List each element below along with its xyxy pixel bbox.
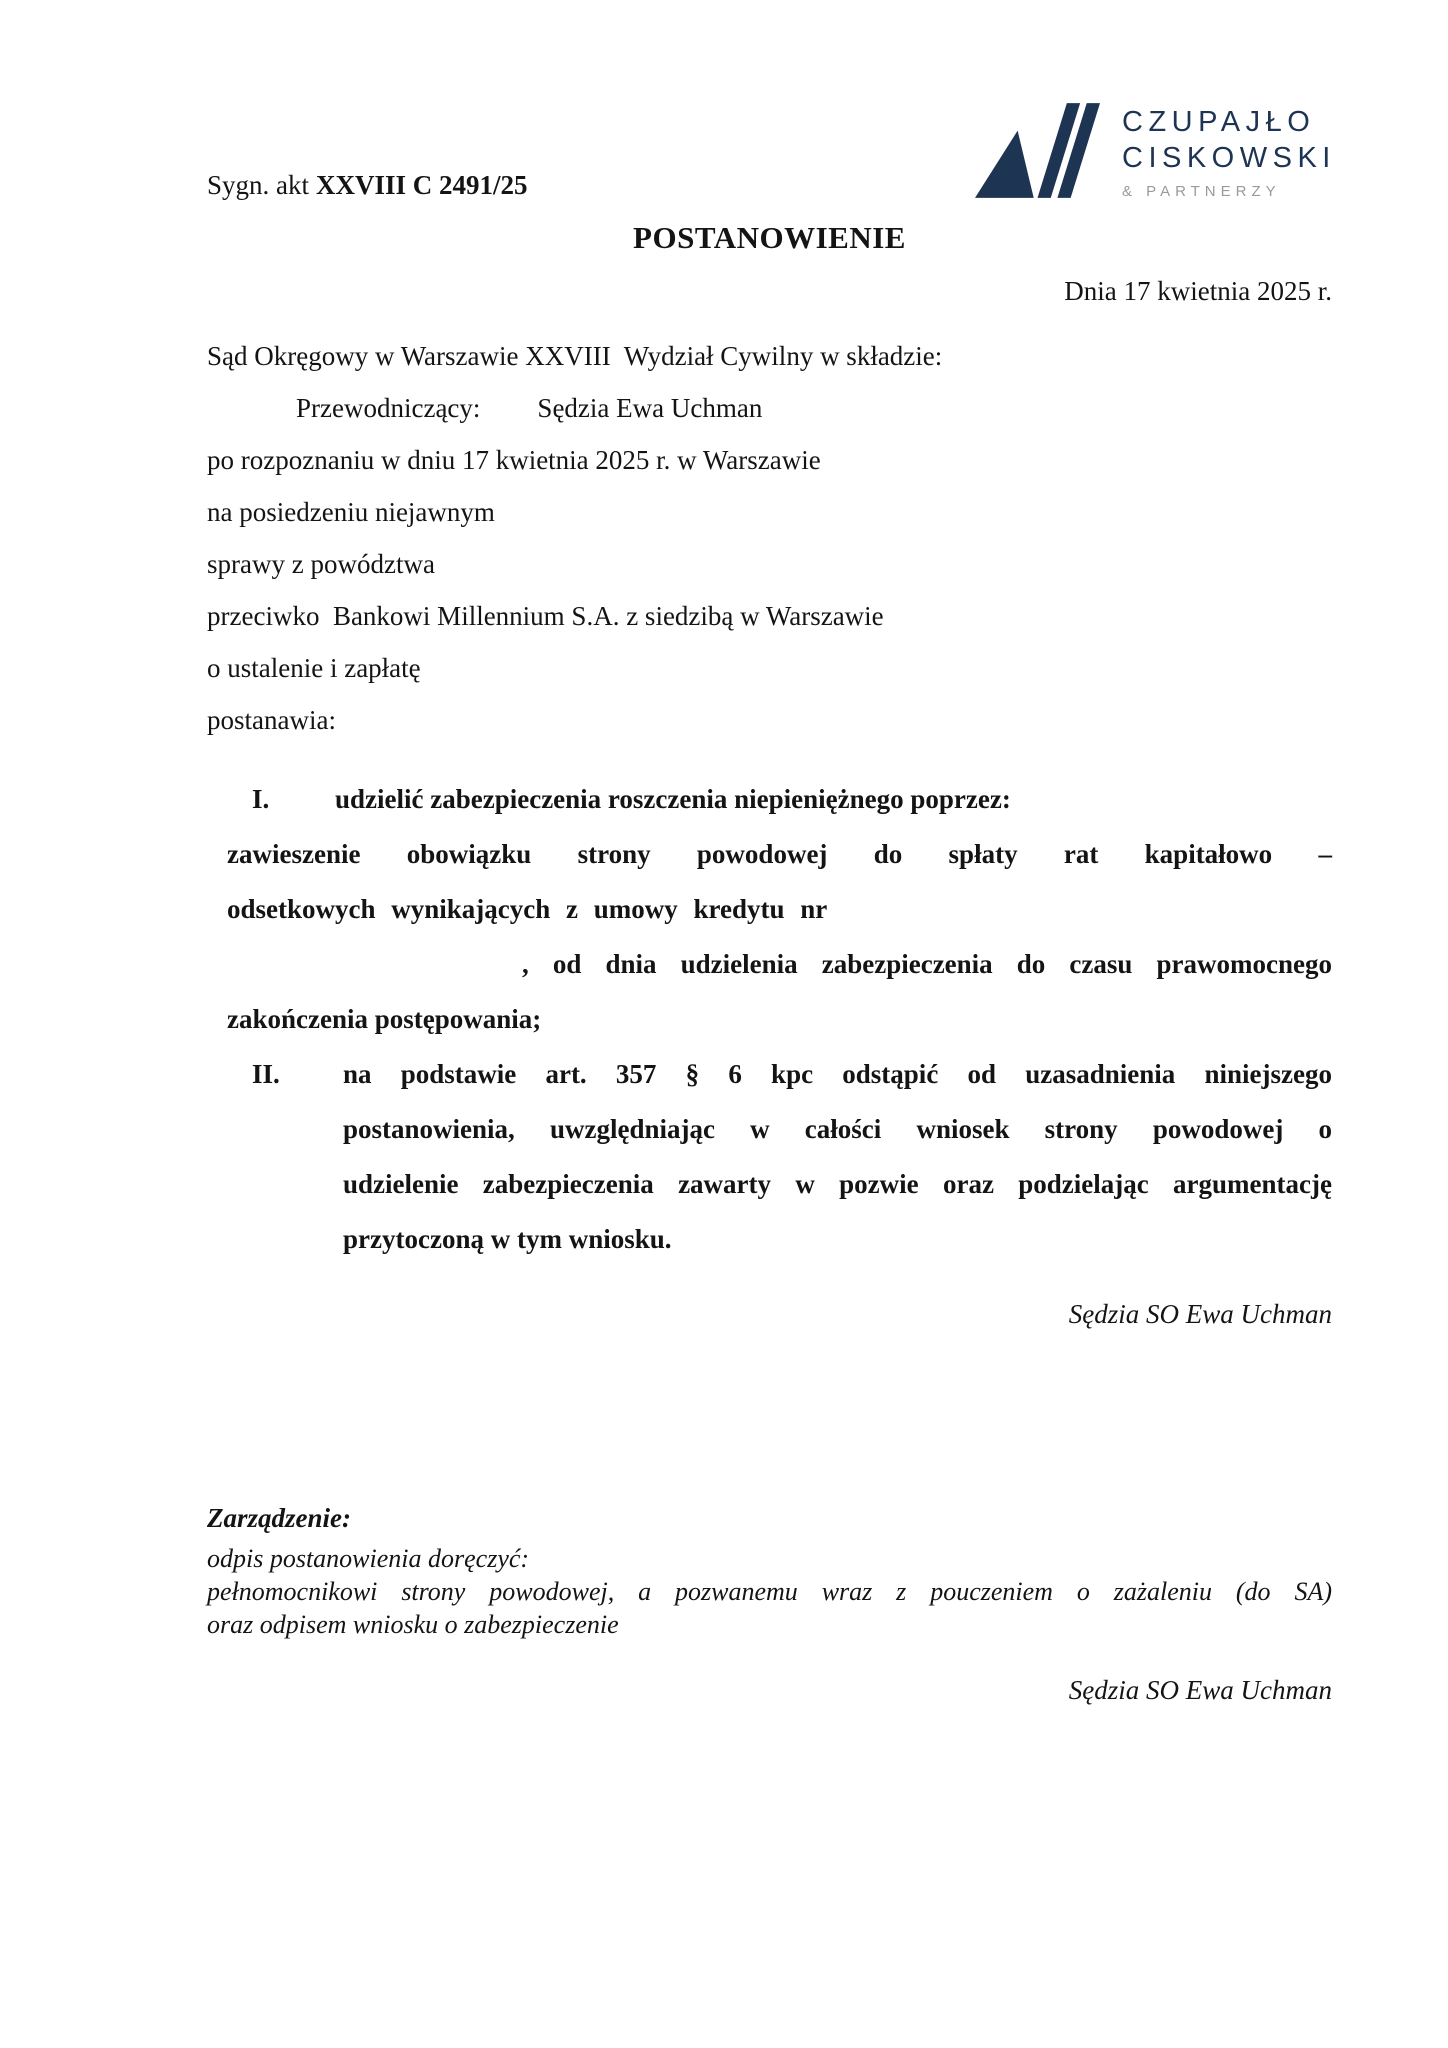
ruling-item-1-text: udzielić zabezpieczenia roszczenia niepieniężnego poprzez:: [335, 784, 1011, 814]
judge-signature-2: Sędzia SO Ewa Uchman: [1068, 1675, 1332, 1705]
order-line-2: pełnomocnikowi strony powodowej, a pozwanemu wraz z pouczeniem o zażaleniu (do SA): [207, 1577, 1332, 1606]
ruling-item-2-line-1: [207, 1047, 1332, 1102]
logo-name-line2: CISKOWSKI: [1122, 142, 1336, 174]
ruling-item-2-text: na podstawie art. 357 § 6 kpc odstąpić od uzasadnienia niniejszego: [343, 1059, 1332, 1089]
logo-mark-icon: [975, 103, 1100, 198]
ruling-item-1-line-4-text: , od dnia udzielenia zabezpieczenia do czasu prawomocnego: [522, 949, 1332, 979]
ruling-item-1-line-3: odsetkowych wynikających z umowy kredytu nr: [227, 894, 828, 924]
ruling-item-2-marker: II.: [252, 1059, 280, 1089]
logo-subtitle: & PARTNERZY: [1122, 183, 1281, 200]
order-line-3: oraz odpisem wniosku o zabezpieczenie: [207, 1610, 619, 1639]
chair-line: [207, 382, 1332, 434]
court-line-defendant: przeciwko Bankowi Millennium S.A. z siedzibą w Warszawie: [207, 601, 884, 631]
court-line-claim: sprawy z powództwa: [207, 549, 435, 579]
ruling-item-1-line-5: zakończenia postępowania;: [227, 1004, 542, 1034]
court-line-recognition: po rozpoznaniu w dniu 17 kwietnia 2025 r. w Warszawie: [207, 445, 821, 475]
logo-text: [1122, 104, 1336, 204]
ruling-item-1-line-2: zawieszenie obowiązku strony powodowej do spłaty rat kapitałowo –: [227, 839, 1332, 869]
ruling-item-2-line-3: udzielenie zabezpieczenia zawarty w pozwie oraz podzielając argumentację: [343, 1169, 1332, 1199]
court-composition: [207, 330, 1332, 746]
court-composition-line: Sąd Okręgowy w Warszawie XXVIII Wydział Cywilny w składzie:: [207, 341, 943, 371]
judge-signature-1: Sędzia SO Ewa Uchman: [1068, 1299, 1332, 1329]
document-title: POSTANOWIENIE: [633, 220, 906, 255]
law-firm-logo: [975, 103, 1336, 204]
order-line-1: odpis postanowienia doręczyć:: [207, 1544, 530, 1573]
order-heading: Zarządzenie:: [207, 1503, 351, 1533]
court-line-decides: postanawia:: [207, 705, 336, 735]
chair-name: Sędzia Ewa Uchman: [537, 393, 763, 423]
ruling-item-2-line-4: przytoczoną w tym wniosku.: [343, 1224, 672, 1254]
ruling-item-1-line-1: [207, 772, 1332, 827]
redacted-blank: [227, 972, 522, 973]
case-reference-number: XXVIII C 2491/25: [316, 170, 528, 200]
court-line-session: na posiedzeniu niejawnym: [207, 497, 495, 527]
ruling-list: [207, 772, 1332, 1267]
ruling-item-1-marker: I.: [252, 784, 270, 814]
case-reference-label: Sygn. akt: [207, 170, 310, 200]
chair-label: Przewodniczący:: [296, 393, 481, 423]
ruling-item-1-line-4: [207, 937, 1332, 992]
logo-name-line1: CZUPAJŁO: [1122, 106, 1316, 138]
ruling-item-2-line-2: postanowienia, uwzględniając w całości wniosek strony powodowej o: [343, 1114, 1332, 1144]
court-line-subject: o ustalenie i zapłatę: [207, 653, 421, 683]
order-body: [207, 1542, 1332, 1641]
date-line: Dnia 17 kwietnia 2025 r.: [1064, 276, 1332, 306]
